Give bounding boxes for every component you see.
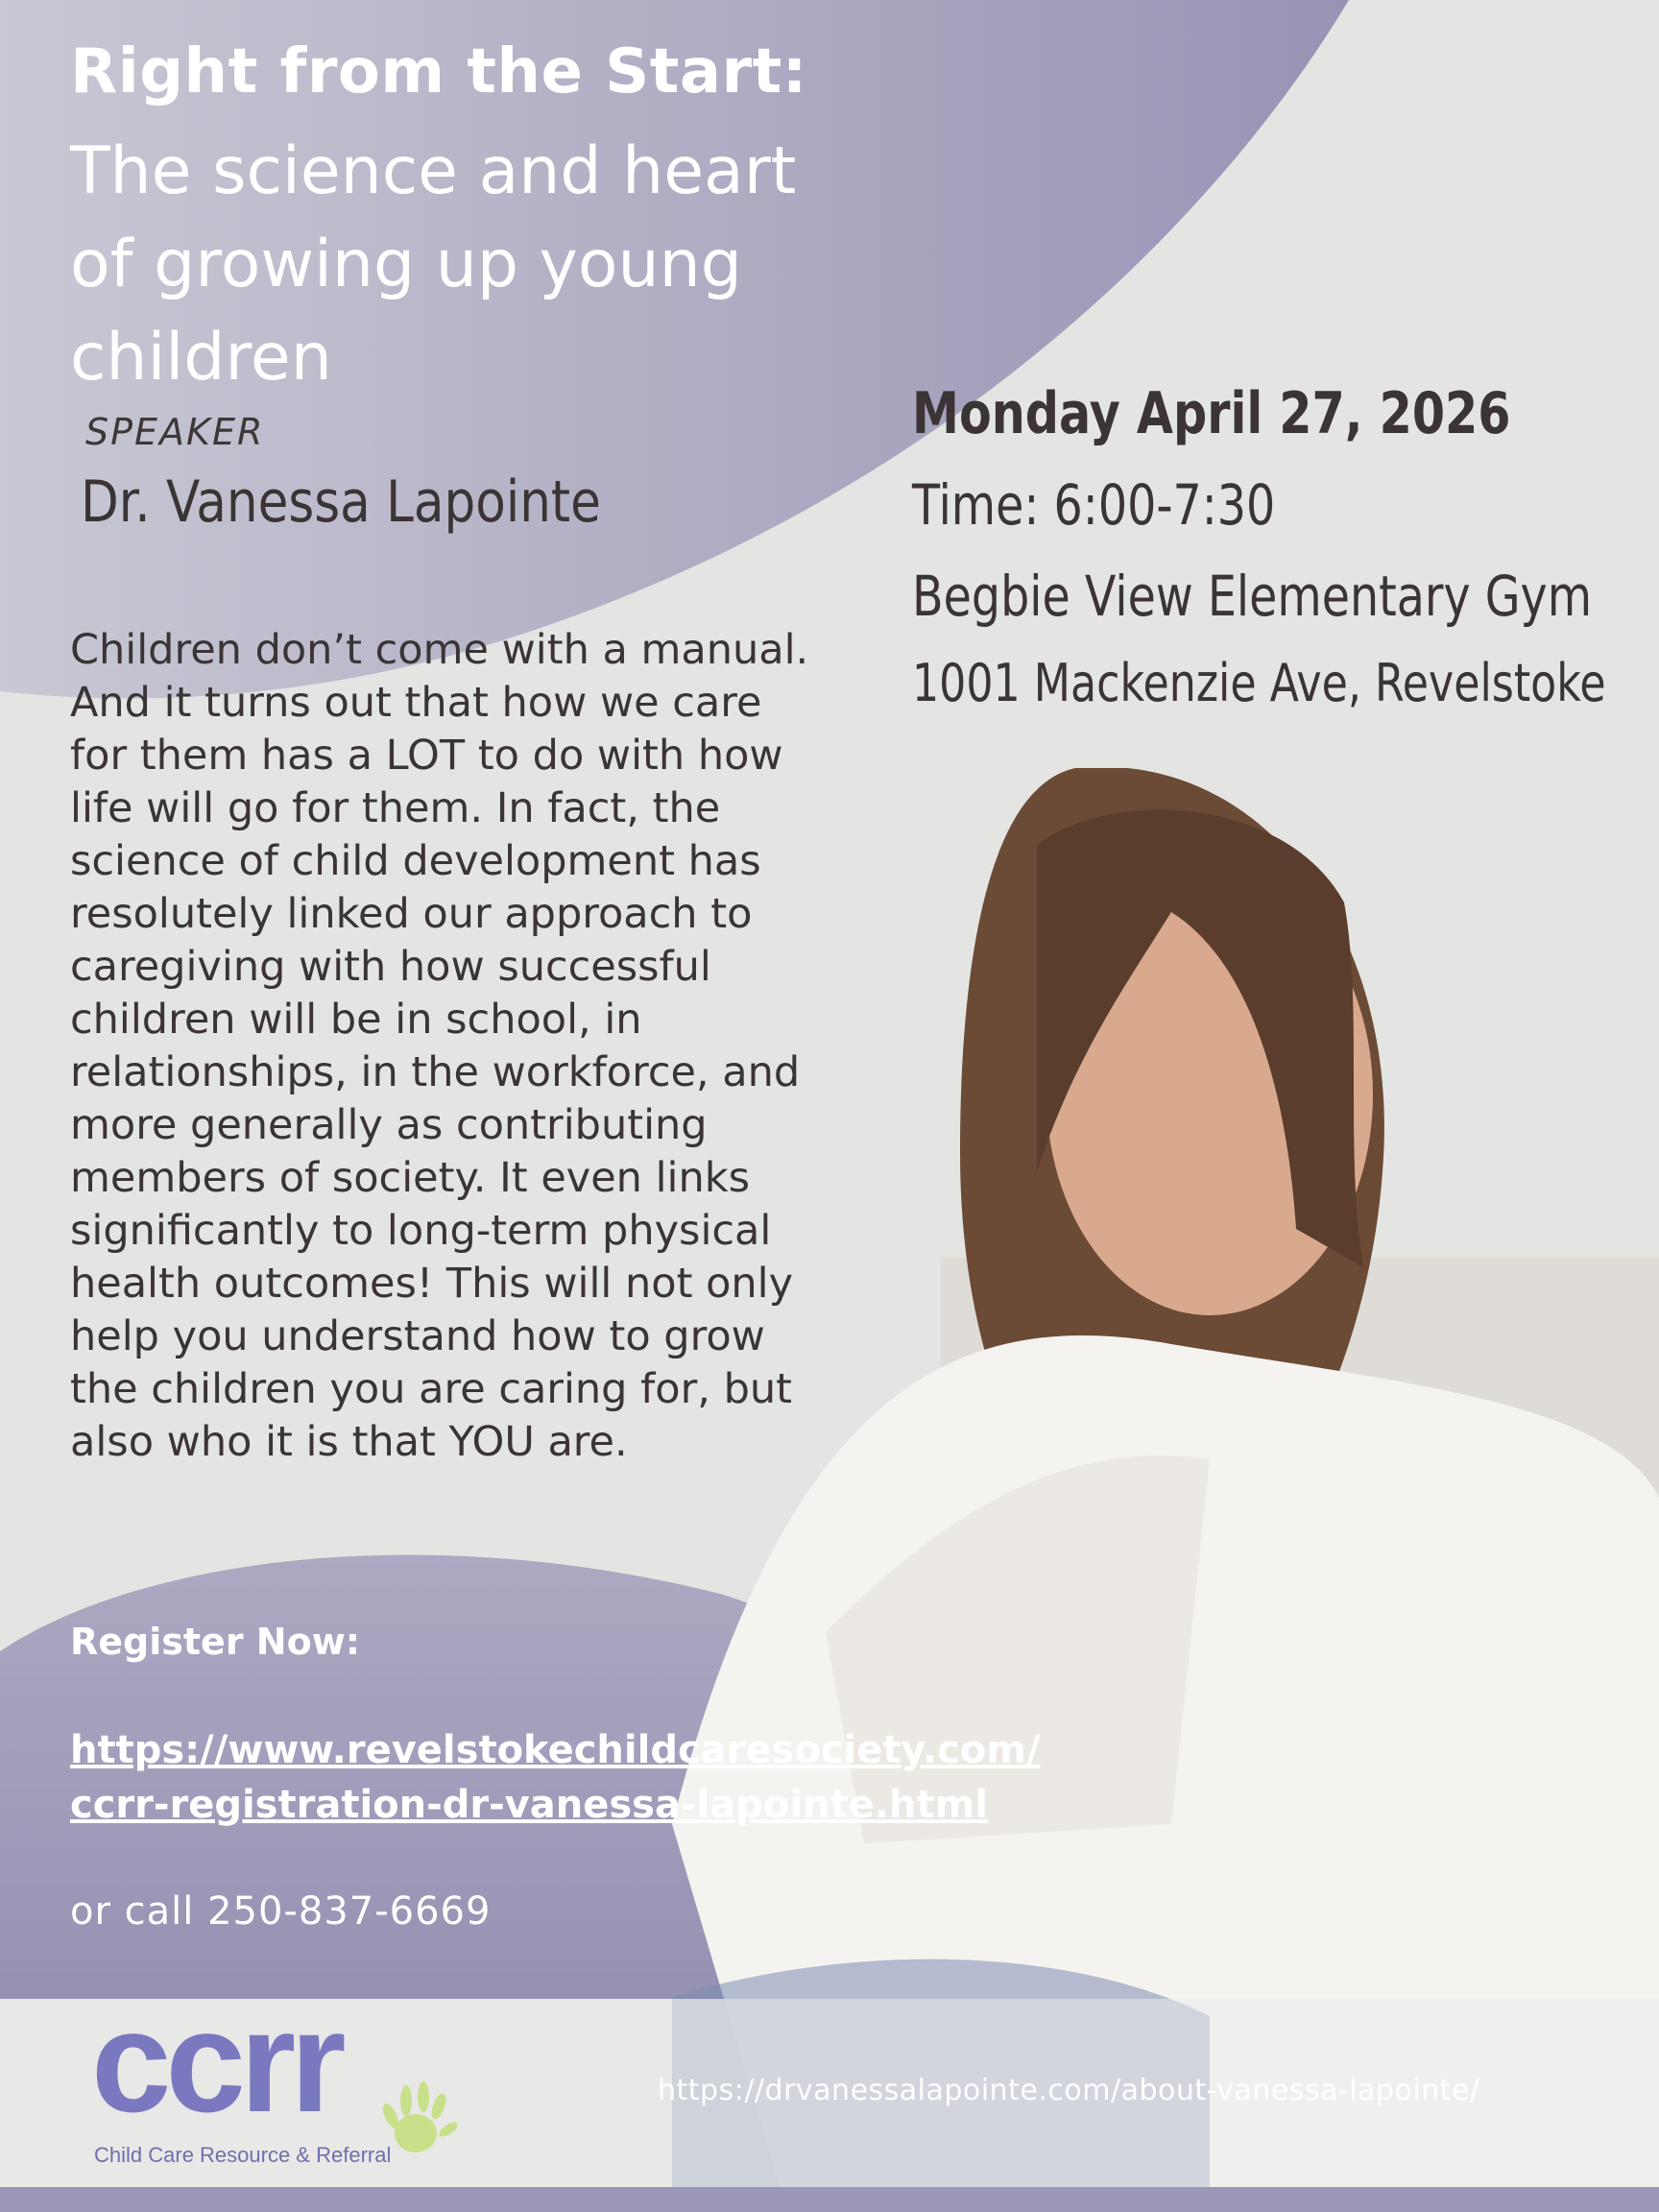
footer-bottom-strip xyxy=(0,2187,1659,2212)
event-time: Time: 6:00-7:30 xyxy=(912,472,1276,538)
event-title: Right from the Start: xyxy=(70,36,807,108)
event-address: 1001 Mackenzie Ave, Revelstoke xyxy=(912,653,1606,713)
description-line: science of child development has xyxy=(70,837,761,885)
ccrr-logo: ccrr xyxy=(91,1981,341,2142)
description-line: help you understand how to grow xyxy=(70,1312,765,1360)
description-line: caregiving with how successful xyxy=(70,943,711,991)
description-line: life will go for them. In fact, the xyxy=(70,784,721,832)
phone-number: or call 250-837-6669 xyxy=(70,1889,492,1934)
description-line: children will be in school, in xyxy=(70,996,642,1044)
description-line: members of society. It even links xyxy=(70,1154,751,1202)
description-line: health outcomes! This will not only xyxy=(70,1260,794,1308)
description-line: significantly to long-term physical xyxy=(70,1207,772,1255)
description-line: the children you are caring for, but xyxy=(70,1365,793,1413)
speaker-label: SPEAKER xyxy=(85,411,265,453)
event-date: Monday April 27, 2026 xyxy=(912,380,1511,447)
registration-link[interactable] xyxy=(70,1723,1041,1833)
register-heading: Register Now: xyxy=(70,1621,360,1663)
description-line: relationships, in the workforce, and xyxy=(70,1048,801,1096)
subtitle-line: The science and heart xyxy=(70,133,797,209)
description-line: more generally as contributing xyxy=(70,1101,708,1149)
description-line: also who it is that YOU are. xyxy=(70,1418,628,1466)
registration-link-line[interactable]: https://www.revelstokechildcaresociety.com/ xyxy=(70,1728,1041,1772)
description-line: resolutely linked our approach to xyxy=(70,890,753,938)
event-description xyxy=(70,624,915,1469)
event-subtitle xyxy=(70,125,857,404)
description-line: And it turns out that how we care xyxy=(70,679,762,727)
event-venue: Begbie View Elementary Gym xyxy=(912,564,1593,629)
subtitle-line: children xyxy=(70,320,332,396)
subtitle-line: of growing up young xyxy=(70,227,742,302)
description-line: Children don’t come with a manual. xyxy=(70,626,809,674)
description-line: for them has a LOT to do with how xyxy=(70,732,783,780)
logo-subtitle: Child Care Resource & Referral xyxy=(94,2143,392,2167)
registration-link-line[interactable]: ccrr-registration-dr-vanessa-lapointe.html xyxy=(70,1783,988,1827)
speaker-name: Dr. Vanessa Lapointe xyxy=(81,469,601,536)
speaker-website-link[interactable]: https://drvanessalapointe.com/about-vanessa-lapointe/ xyxy=(658,2074,1480,2107)
